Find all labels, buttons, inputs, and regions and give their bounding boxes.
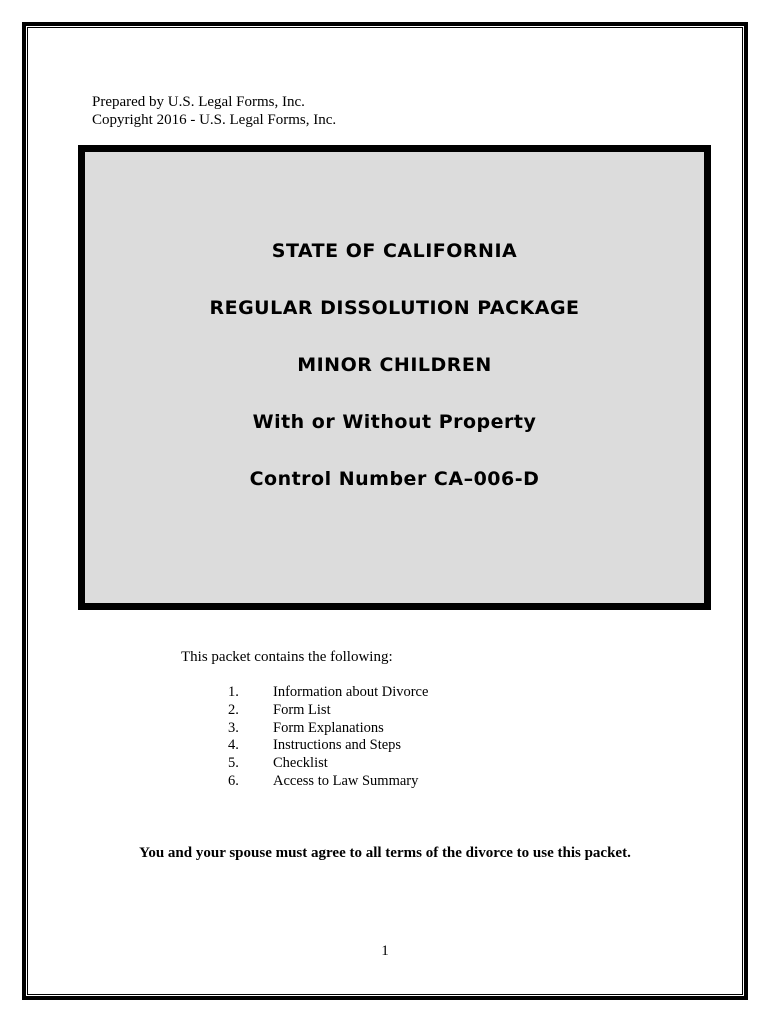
title-box xyxy=(78,145,711,610)
title-line-property: With or Without Property xyxy=(252,411,537,433)
prepared-by-line: Prepared by U.S. Legal Forms, Inc. xyxy=(92,94,305,110)
list-item-number: 1. xyxy=(228,684,239,700)
list-item xyxy=(228,755,428,773)
packet-list xyxy=(228,684,428,791)
title-line-control-number: Control Number CA–006-D xyxy=(249,468,540,490)
list-item-label: Checklist xyxy=(273,755,328,772)
list-item-number: 5. xyxy=(228,755,239,772)
list-item xyxy=(228,702,428,720)
list-item xyxy=(228,737,428,755)
packet-intro: This packet contains the following: xyxy=(181,649,393,665)
agreement-note: You and your spouse must agree to all terms of the divorce to use this packet. xyxy=(139,845,631,861)
list-item-number: 4. xyxy=(228,737,239,754)
list-item xyxy=(228,720,428,738)
list-item xyxy=(228,773,428,791)
title-line-state: STATE OF CALIFORNIA xyxy=(271,240,518,262)
list-item-number: 6. xyxy=(228,772,239,789)
list-item-label: Access to Law Summary xyxy=(273,772,419,789)
list-item-number: 3. xyxy=(228,719,239,736)
list-item-label: Form Explanations xyxy=(273,719,384,736)
title-lines xyxy=(85,240,704,525)
copyright-line: Copyright 2016 - U.S. Legal Forms, Inc. xyxy=(92,112,337,128)
header-block xyxy=(92,93,336,129)
list-item xyxy=(228,684,428,702)
page-number: 1 xyxy=(381,943,389,959)
list-item-label: Instructions and Steps xyxy=(273,737,402,754)
list-item-label: Information about Divorce xyxy=(273,684,429,700)
title-line-package: REGULAR DISSOLUTION PACKAGE xyxy=(209,297,580,319)
list-item-number: 2. xyxy=(228,701,239,718)
title-line-children: MINOR CHILDREN xyxy=(297,354,492,376)
list-item-label: Form List xyxy=(273,701,331,718)
